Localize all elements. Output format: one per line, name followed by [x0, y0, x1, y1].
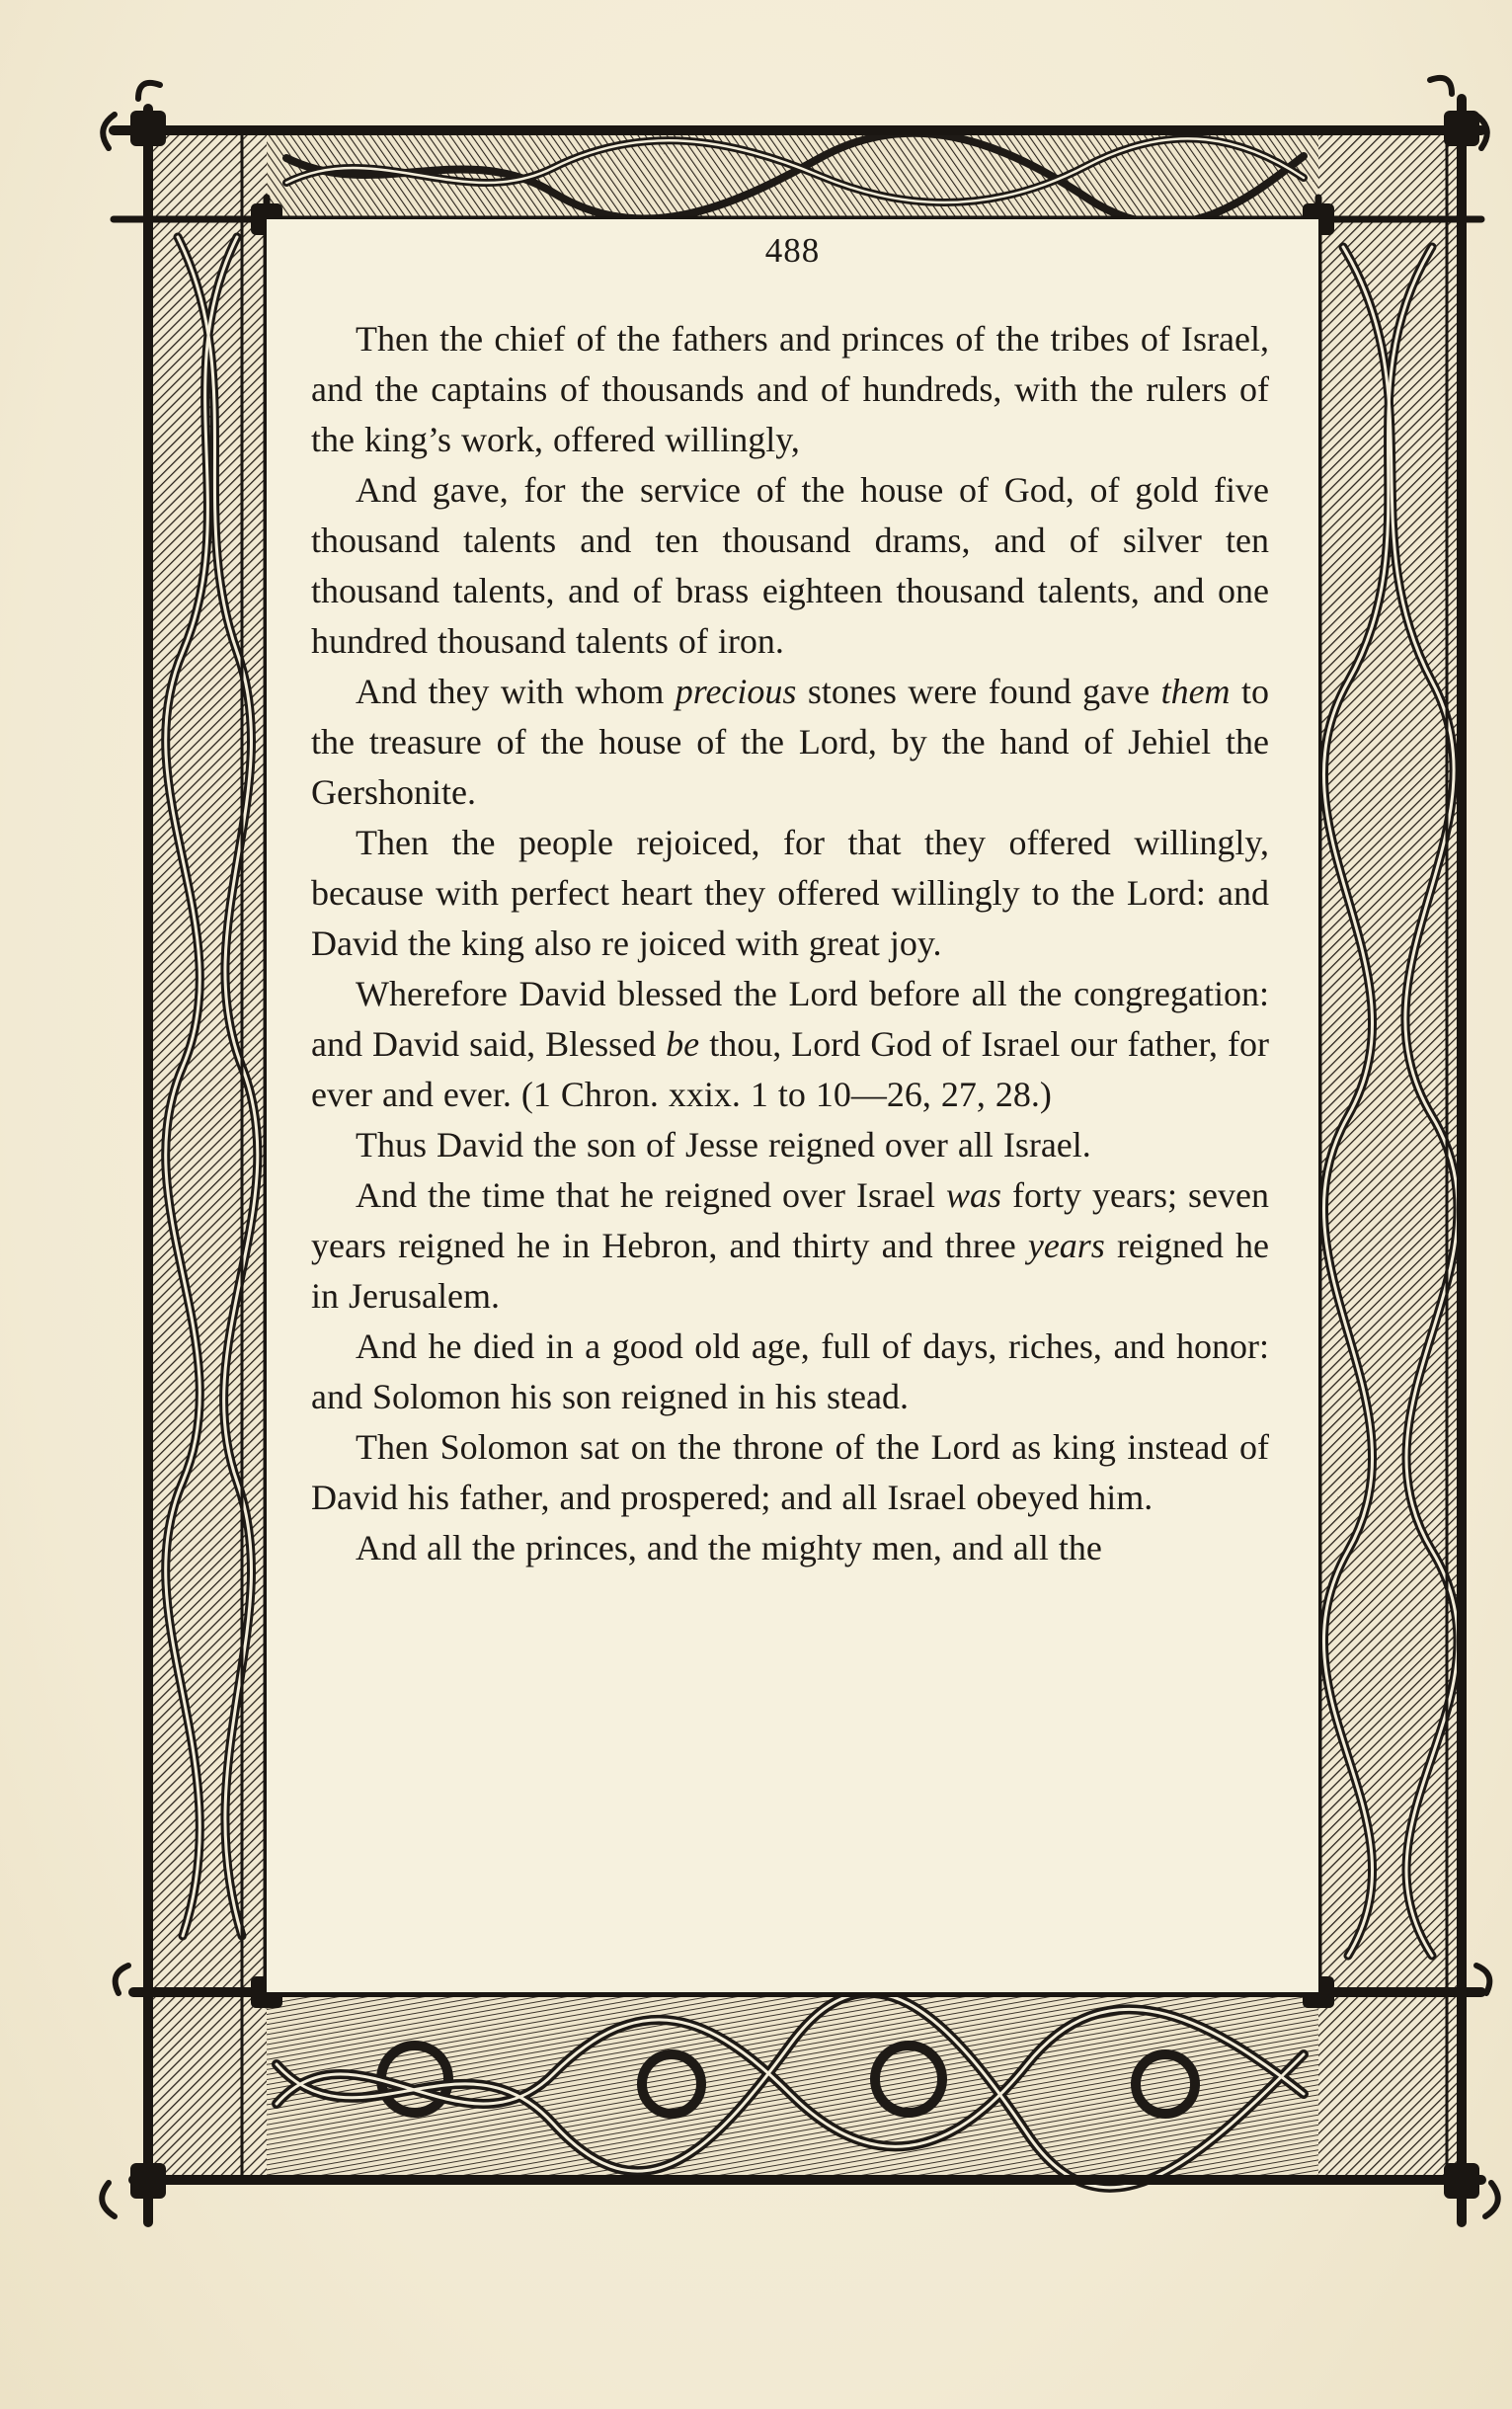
- text-run: Thus David the son of Jesse reigned over all Israel.: [356, 1125, 1091, 1164]
- text-run: stones were found gave: [796, 672, 1161, 711]
- paragraph: [311, 314, 1269, 465]
- text-run: Then the people rejoiced, for that they offered willingly, because with perfect heart they offered willingly to the Lord: and David the king also re joiced with great joy.: [311, 823, 1269, 963]
- italic-text: precious: [675, 672, 797, 711]
- italic-text: years: [1027, 1226, 1105, 1265]
- paragraph: [311, 465, 1269, 667]
- text-run: Then the chief of the fathers and princes of the tribes of Israel, and the captains of thousands and of hundreds, with the rulers of the king’s work, offered willingly,: [311, 319, 1269, 459]
- paragraph: [311, 1322, 1269, 1422]
- italic-text: them: [1160, 672, 1231, 711]
- text-run: to the treasure of the house of the Lord, by the hand of Jehiel the Gershonite.: [311, 672, 1269, 812]
- text-run: And he died in a good old age, full of days, riches, and honor: and Solomon his son reigned in his stead.: [311, 1326, 1269, 1416]
- body-text: [311, 314, 1269, 1573]
- paragraph: [311, 818, 1269, 969]
- paragraph: [311, 667, 1269, 818]
- text-run: reigned he in Jerusalem.: [311, 1226, 1269, 1316]
- text-run: Wherefore David blessed the Lord before all the congregation: and David said, Blessed: [311, 974, 1269, 1064]
- paragraph: [311, 1170, 1269, 1322]
- paragraph: [311, 1523, 1269, 1573]
- text-panel: [267, 219, 1318, 1992]
- page-number: 488: [764, 231, 821, 270]
- text-run: And all the princes, and the mighty men, and all the: [356, 1528, 1102, 1567]
- text-run: forty years; seven years reigned he in Hebron, and thirty and three: [311, 1175, 1269, 1265]
- text-run: And they with whom: [356, 672, 676, 711]
- italic-text: was: [945, 1175, 1002, 1215]
- text-run: Then Solomon sat on the throne of the Lord as king instead of David his father, and prospered; and all Israel obeyed him.: [311, 1427, 1269, 1517]
- paragraph: [311, 1120, 1269, 1170]
- paragraph: [311, 1422, 1269, 1523]
- paragraph: [311, 969, 1269, 1120]
- text-run: And gave, for the service of the house of God, of gold five thousand talents and ten thousand drams, and of silver ten thousand talents, and of brass eighteen thousand talents, and one hundred thousand talents of iron.: [311, 470, 1269, 661]
- italic-text: be: [666, 1024, 700, 1064]
- text-run: And the time that he reigned over Israel: [356, 1175, 946, 1215]
- text-run: thou, Lord God of Israel our father, for ever and ever. (1 Chron. xxix. 1 to 10—26, 27, 28.): [311, 1024, 1269, 1114]
